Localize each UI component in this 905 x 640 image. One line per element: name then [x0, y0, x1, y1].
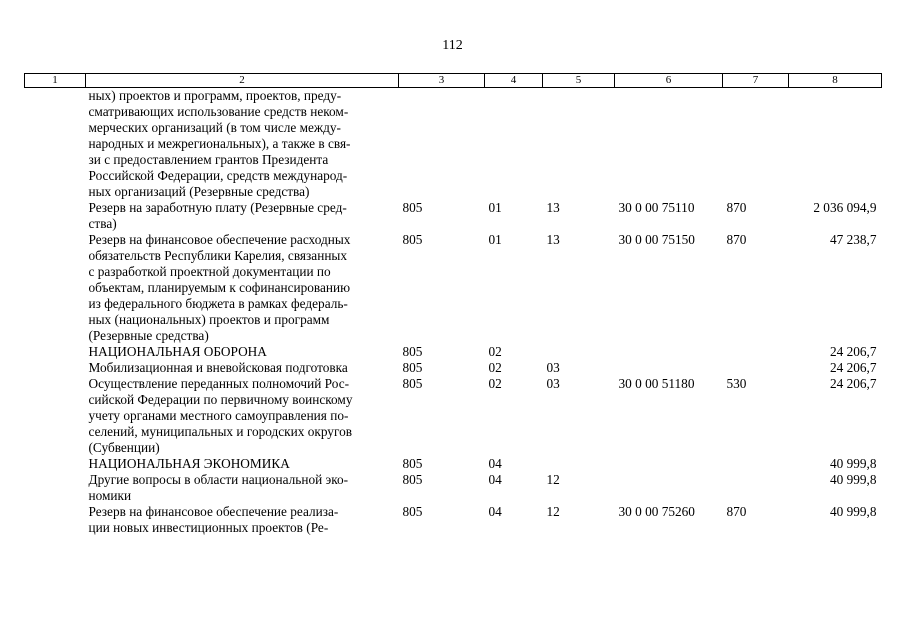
subsection-code-cell: 03	[546, 376, 560, 391]
item-name-line: зи с предоставлением грантов Президента	[88, 152, 329, 167]
item-name-cell	[86, 200, 399, 232]
subsection-code-cell: 03	[546, 360, 560, 375]
item-name-line: Резерв на заработную плату (Резервные сред-	[88, 200, 347, 215]
table-row	[25, 88, 882, 201]
expense-type-code-cell: 530	[726, 376, 747, 391]
grbs-code-cell: 805	[402, 504, 423, 519]
row-number-cell	[25, 88, 86, 201]
item-name-line: НАЦИОНАЛЬНАЯ ОБОРОНА	[88, 344, 267, 359]
column-header-6: 6	[615, 74, 723, 88]
item-name-line: Осуществление переданных полномочий Рос-	[88, 376, 350, 391]
grbs-code-cell: 805	[402, 376, 423, 391]
item-name-line: Резерв на финансовое обеспечение реализа-	[88, 504, 339, 519]
item-name-cell	[86, 344, 399, 360]
item-name-cell	[86, 472, 399, 504]
expense-type-code-cell: 870	[726, 200, 747, 215]
amount-cell: 40 999,8	[829, 472, 877, 487]
subsection-code-cell	[543, 88, 615, 201]
table-row	[25, 376, 882, 456]
grbs-code-cell: 805	[402, 472, 423, 487]
item-name-line: ции новых инвестиционных проектов (Ре-	[88, 520, 329, 535]
table-row	[25, 344, 882, 360]
target-item-code-cell	[615, 344, 723, 360]
item-name-line: ных организаций (Резервные средства)	[88, 184, 310, 199]
grbs-code-cell: 805	[402, 456, 423, 471]
column-number-header-row	[25, 74, 882, 88]
budget-table	[24, 73, 882, 536]
item-name-line: Российской Федерации, средств международ-	[88, 168, 348, 183]
column-header-4: 4	[485, 74, 543, 88]
item-name-line: учету органами местного самоуправления по-	[88, 408, 349, 423]
item-name-line: (Субвенции)	[88, 440, 160, 455]
grbs-code-cell: 805	[402, 344, 423, 359]
grbs-code-cell: 805	[402, 232, 423, 247]
table-row	[25, 504, 882, 536]
item-name-cell	[86, 88, 399, 201]
item-name-line: номики	[88, 488, 132, 503]
item-name-line: (Резервные средства)	[88, 328, 209, 343]
item-name-line: сматривающих использование средств неком-	[88, 104, 349, 119]
target-item-code-cell	[615, 360, 723, 376]
target-item-code-cell: 30 0 00 75260	[618, 504, 695, 519]
target-item-code-cell: 30 0 00 51180	[618, 376, 695, 391]
amount-cell	[789, 88, 882, 201]
item-name-line: народных и межрегиональных), а также в свя-	[88, 136, 351, 151]
item-name-cell	[86, 504, 399, 536]
row-number-cell	[25, 344, 86, 360]
amount-cell: 24 206,7	[829, 360, 877, 375]
column-header-5: 5	[543, 74, 615, 88]
page-number: 112	[442, 38, 463, 53]
subsection-code-cell: 13	[546, 232, 560, 247]
item-name-line: Резерв на финансовое обеспечение расходных	[88, 232, 351, 247]
column-header-1: 1	[25, 74, 86, 88]
subsection-code-cell: 12	[546, 472, 560, 487]
expense-type-code-cell	[723, 360, 789, 376]
row-number-cell	[25, 376, 86, 456]
table-row	[25, 232, 882, 344]
expense-type-code-cell	[723, 88, 789, 201]
section-code-cell: 04	[488, 456, 502, 471]
section-code-cell: 04	[488, 472, 502, 487]
amount-cell: 24 206,7	[829, 344, 877, 359]
subsection-code-cell: 13	[546, 200, 560, 215]
column-header-3: 3	[399, 74, 485, 88]
item-name-cell	[86, 232, 399, 344]
amount-cell: 40 999,8	[829, 504, 877, 519]
budget-table-body	[25, 88, 882, 537]
subsection-code-cell	[543, 344, 615, 360]
section-code-cell: 02	[488, 376, 502, 391]
expense-type-code-cell	[723, 472, 789, 504]
row-number-cell	[25, 472, 86, 504]
item-name-line: Другие вопросы в области национальной эко-	[88, 472, 349, 487]
item-name-line: ства)	[88, 216, 117, 231]
amount-cell: 40 999,8	[829, 456, 877, 471]
row-number-cell	[25, 456, 86, 472]
item-name-cell	[86, 376, 399, 456]
expense-type-code-cell: 870	[726, 232, 747, 247]
item-name-line: мерческих организаций (в том числе между-	[88, 120, 341, 135]
amount-cell: 47 238,7	[829, 232, 877, 247]
item-name-line: НАЦИОНАЛЬНАЯ ЭКОНОМИКА	[88, 456, 290, 471]
expense-type-code-cell	[723, 456, 789, 472]
target-item-code-cell	[615, 472, 723, 504]
target-item-code-cell	[615, 456, 723, 472]
row-number-cell	[25, 200, 86, 232]
item-name-cell	[86, 456, 399, 472]
expense-type-code-cell: 870	[726, 504, 747, 519]
target-item-code-cell: 30 0 00 75150	[618, 232, 695, 247]
grbs-code-cell: 805	[402, 200, 423, 215]
column-header-2: 2	[86, 74, 399, 88]
grbs-code-cell: 805	[402, 360, 423, 375]
section-code-cell: 01	[488, 200, 502, 215]
section-code-cell: 01	[488, 232, 502, 247]
item-name-cell	[86, 360, 399, 376]
row-number-cell	[25, 504, 86, 536]
amount-cell: 24 206,7	[829, 376, 877, 391]
column-header-8: 8	[789, 74, 882, 88]
table-row	[25, 456, 882, 472]
item-name-line: ных) проектов и программ, проектов, преду-	[88, 88, 342, 103]
target-item-code-cell: 30 0 00 75110	[618, 200, 695, 215]
item-name-line: обязательств Республики Карелия, связанных	[88, 248, 348, 263]
section-code-cell: 04	[488, 504, 502, 519]
grbs-code-cell	[399, 88, 485, 201]
amount-cell: 2 036 094,9	[813, 200, 877, 215]
subsection-code-cell: 12	[546, 504, 560, 519]
expense-type-code-cell	[723, 344, 789, 360]
table-row	[25, 472, 882, 504]
column-header-7: 7	[723, 74, 789, 88]
item-name-line: сийской Федерации по первичному воинскому	[88, 392, 353, 407]
item-name-line: Мобилизационная и вневойсковая подготовка	[88, 360, 348, 375]
item-name-line: из федерального бюджета в рамках федераль-	[88, 296, 348, 311]
table-row	[25, 200, 882, 232]
table-row	[25, 360, 882, 376]
item-name-line: ных (национальных) проектов и программ	[88, 312, 330, 327]
item-name-line: селений, муниципальных и городских округов	[88, 424, 353, 439]
subsection-code-cell	[543, 456, 615, 472]
section-code-cell	[485, 88, 543, 201]
item-name-line: с разработкой проектной документации по	[88, 264, 331, 279]
section-code-cell: 02	[488, 360, 502, 375]
row-number-cell	[25, 360, 86, 376]
row-number-cell	[25, 232, 86, 344]
item-name-line: объектам, планируемым к софинансированию	[88, 280, 351, 295]
section-code-cell: 02	[488, 344, 502, 359]
target-item-code-cell	[615, 88, 723, 201]
